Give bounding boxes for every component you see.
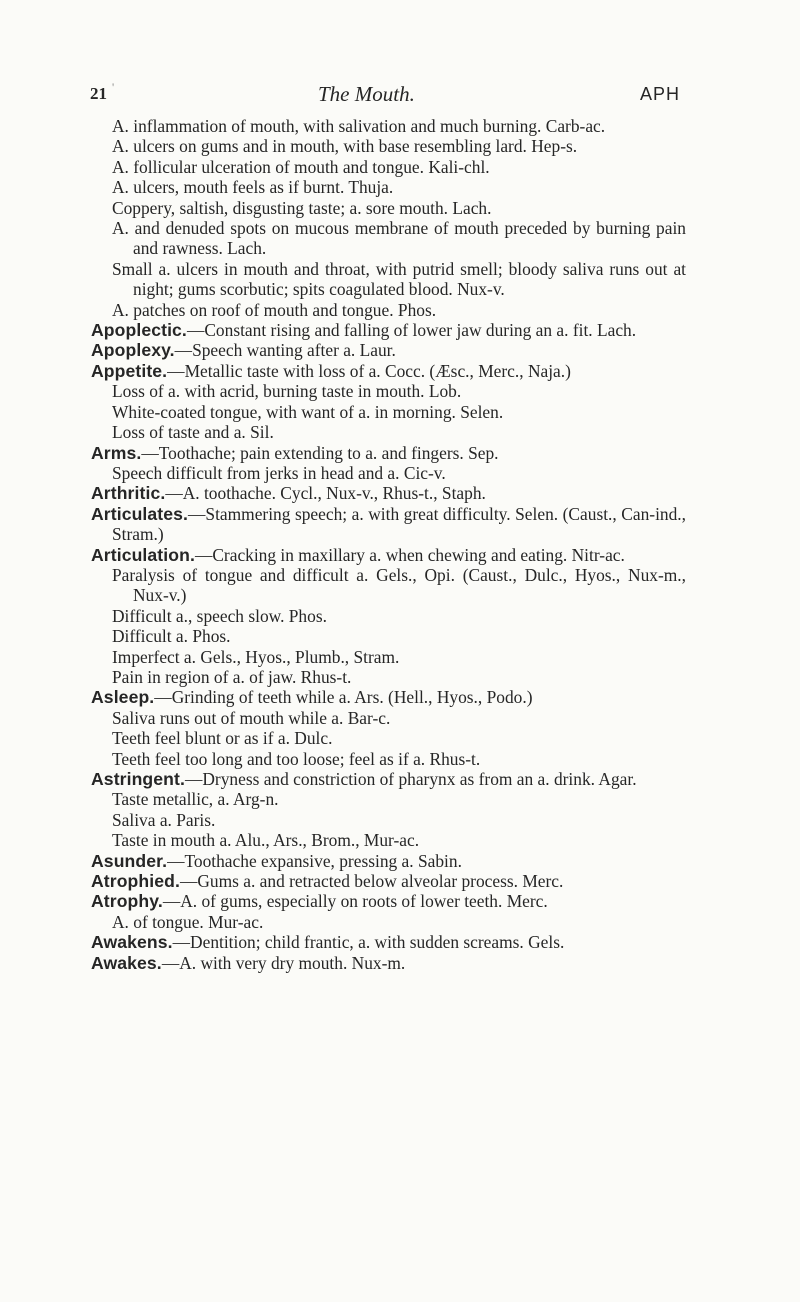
entry-text: Loss of taste and a. Sil. (112, 422, 274, 443)
entry-text: Taste in mouth a. Alu., Ars., Brom., Mur-ac. (112, 830, 420, 851)
entry-text: Saliva a. Paris. (112, 809, 216, 830)
index-subentry (91, 728, 686, 748)
entry-text: A. and denuded spots on mucous membrane of mouth preceded by burning pain and rawness. Lach. (112, 218, 686, 259)
entry-text: —Grinding of teeth while a. Ars. (Hell., Hyos., Podo.) (154, 687, 533, 708)
entry-text: —Cracking in maxillary a. when chewing and eating. Nitr-ac. (194, 544, 625, 565)
entry-heading: Asleep. (91, 687, 155, 708)
entry-heading: Arms. (91, 442, 142, 463)
entry-text: —Toothache expansive, pressing a. Sabin. (167, 850, 462, 871)
index-subentry (91, 830, 686, 850)
entry-text: White-coated tongue, with want of a. in morning. Selen. (112, 401, 504, 422)
index-entry (91, 483, 686, 503)
index-entries (91, 116, 686, 973)
entry-heading: Appetite. (91, 360, 168, 381)
index-entry (91, 953, 686, 973)
entry-text: —Dentition; child frantic, a. with sudden screams. Gels. (172, 932, 565, 953)
index-subentry (91, 810, 686, 830)
index-entry (91, 687, 686, 707)
entry-text: Taste metallic, a. Arg-n. (112, 789, 279, 810)
entry-text: Coppery, saltish, disgusting taste; a. sore mouth. Lach. (112, 197, 492, 218)
entry-heading: Apoplexy. (91, 340, 175, 361)
index-subentry (91, 422, 686, 442)
index-entry (91, 769, 686, 789)
index-subentry (91, 402, 686, 422)
index-subentry (91, 626, 686, 646)
entry-text: —A. with very dry mouth. Nux-m. (161, 952, 406, 973)
entry-text: A. follicular ulceration of mouth and tongue. Kali-chl. (112, 156, 490, 177)
index-subentry (91, 177, 686, 197)
entry-text: —Toothache; pain extending to a. and fingers. Sep. (141, 442, 499, 463)
entry-text: Loss of a. with acrid, burning taste in mouth. Lob. (112, 381, 462, 402)
header-mark: ' (112, 80, 115, 94)
index-subentry (91, 647, 686, 667)
index-subentry (91, 259, 686, 300)
entry-text: —Metallic taste with loss of a. Cocc. (Æsc., Merc., Naja.) (167, 360, 571, 381)
index-subentry (91, 606, 686, 626)
index-subentry (91, 157, 686, 177)
entry-text: Saliva runs out of mouth while a. Bar-c. (112, 707, 391, 728)
entry-text: A. inflammation of mouth, with salivation and much burning. Carb-ac. (112, 116, 606, 136)
entry-heading: Articulates. (91, 503, 189, 524)
index-subentry (91, 565, 686, 606)
index-subentry (91, 300, 686, 320)
index-subentry (91, 198, 686, 218)
index-entry (91, 320, 686, 340)
index-subentry (91, 749, 686, 769)
index-subentry (91, 463, 686, 483)
index-subentry (91, 116, 686, 136)
index-entry (91, 361, 686, 381)
entry-text: A. of tongue. Mur-ac. (112, 911, 264, 932)
entry-text: Teeth feel blunt or as if a. Dulc. (112, 728, 333, 749)
entry-heading: Articulation. (91, 544, 195, 565)
entry-heading: Atrophied. (91, 871, 180, 892)
entry-heading: Atrophy. (91, 891, 163, 912)
index-subentry (91, 381, 686, 401)
entry-text: —Constant rising and falling of lower jaw during an a. fit. Lach. (186, 320, 637, 341)
entry-text: Imperfect a. Gels., Hyos., Plumb., Stram. (112, 646, 400, 667)
index-subentry (91, 708, 686, 728)
entry-text: Difficult a., speech slow. Phos. (112, 605, 327, 626)
entry-text: Difficult a. Phos. (112, 626, 231, 647)
index-subentry (91, 218, 686, 259)
page-title: The Mouth. (318, 82, 415, 106)
entry-text: Paralysis of tongue and difficult a. Gels., Opi. (Caust., Dulc., Hyos., Nux-m., Nux-v.) (112, 564, 686, 606)
section-letters: APH (639, 84, 680, 104)
entry-text: A. patches on roof of mouth and tongue. Phos. (112, 299, 437, 320)
entry-text: —Dryness and constriction of pharynx as from an a. drink. Agar. (184, 769, 637, 789)
entry-heading: Apoplectic. (91, 320, 187, 341)
entry-text: Speech difficult from jerks in head and a. Cic-v. (112, 462, 446, 483)
index-entry (91, 443, 686, 463)
entry-heading: Astringent. (91, 769, 185, 789)
entry-text: —A. of gums, especially on roots of lower teeth. Merc. (162, 891, 548, 912)
entry-text: Pain in region of a. of jaw. Rhus-t. (112, 666, 352, 687)
index-entry (91, 851, 686, 871)
entry-text: —Stammering speech; a. with great difficulty. Selen. (Caust., Can-ind., Stram.) (112, 503, 686, 545)
index-subentry (91, 667, 686, 687)
entry-heading: Arthritic. (91, 483, 166, 504)
entry-heading: Asunder. (91, 850, 168, 871)
index-entry (91, 871, 686, 891)
entry-text: Teeth feel too long and too loose; feel as if a. Rhus-t. (112, 748, 481, 769)
index-subentry (91, 136, 686, 156)
index-entry (91, 932, 686, 952)
entry-text: A. ulcers on gums and in mouth, with base resembling lard. Hep-s. (112, 136, 578, 157)
entry-text: —A. toothache. Cycl., Nux-v., Rhus-t., Staph. (165, 483, 486, 504)
entry-heading: Awakens. (91, 932, 173, 953)
index-entry (91, 340, 686, 360)
index-entry (91, 545, 686, 565)
entry-heading: Awakes. (91, 952, 162, 973)
entry-text: Small a. ulcers in mouth and throat, with putrid smell; bloody saliva runs out at night; gums scorbutic; spits coagulated blood. Nux-v. (112, 258, 686, 300)
entry-text: —Gums a. and retracted below alveolar process. Merc. (179, 871, 564, 892)
running-header (90, 80, 680, 110)
index-entry (91, 504, 686, 545)
index-subentry (91, 912, 686, 932)
entry-text: —Speech wanting after a. Laur. (174, 340, 396, 361)
entry-text: A. ulcers, mouth feels as if burnt. Thuja. (112, 177, 394, 198)
index-entry (91, 891, 686, 911)
page-number: 21 (90, 84, 107, 103)
index-subentry (91, 789, 686, 809)
